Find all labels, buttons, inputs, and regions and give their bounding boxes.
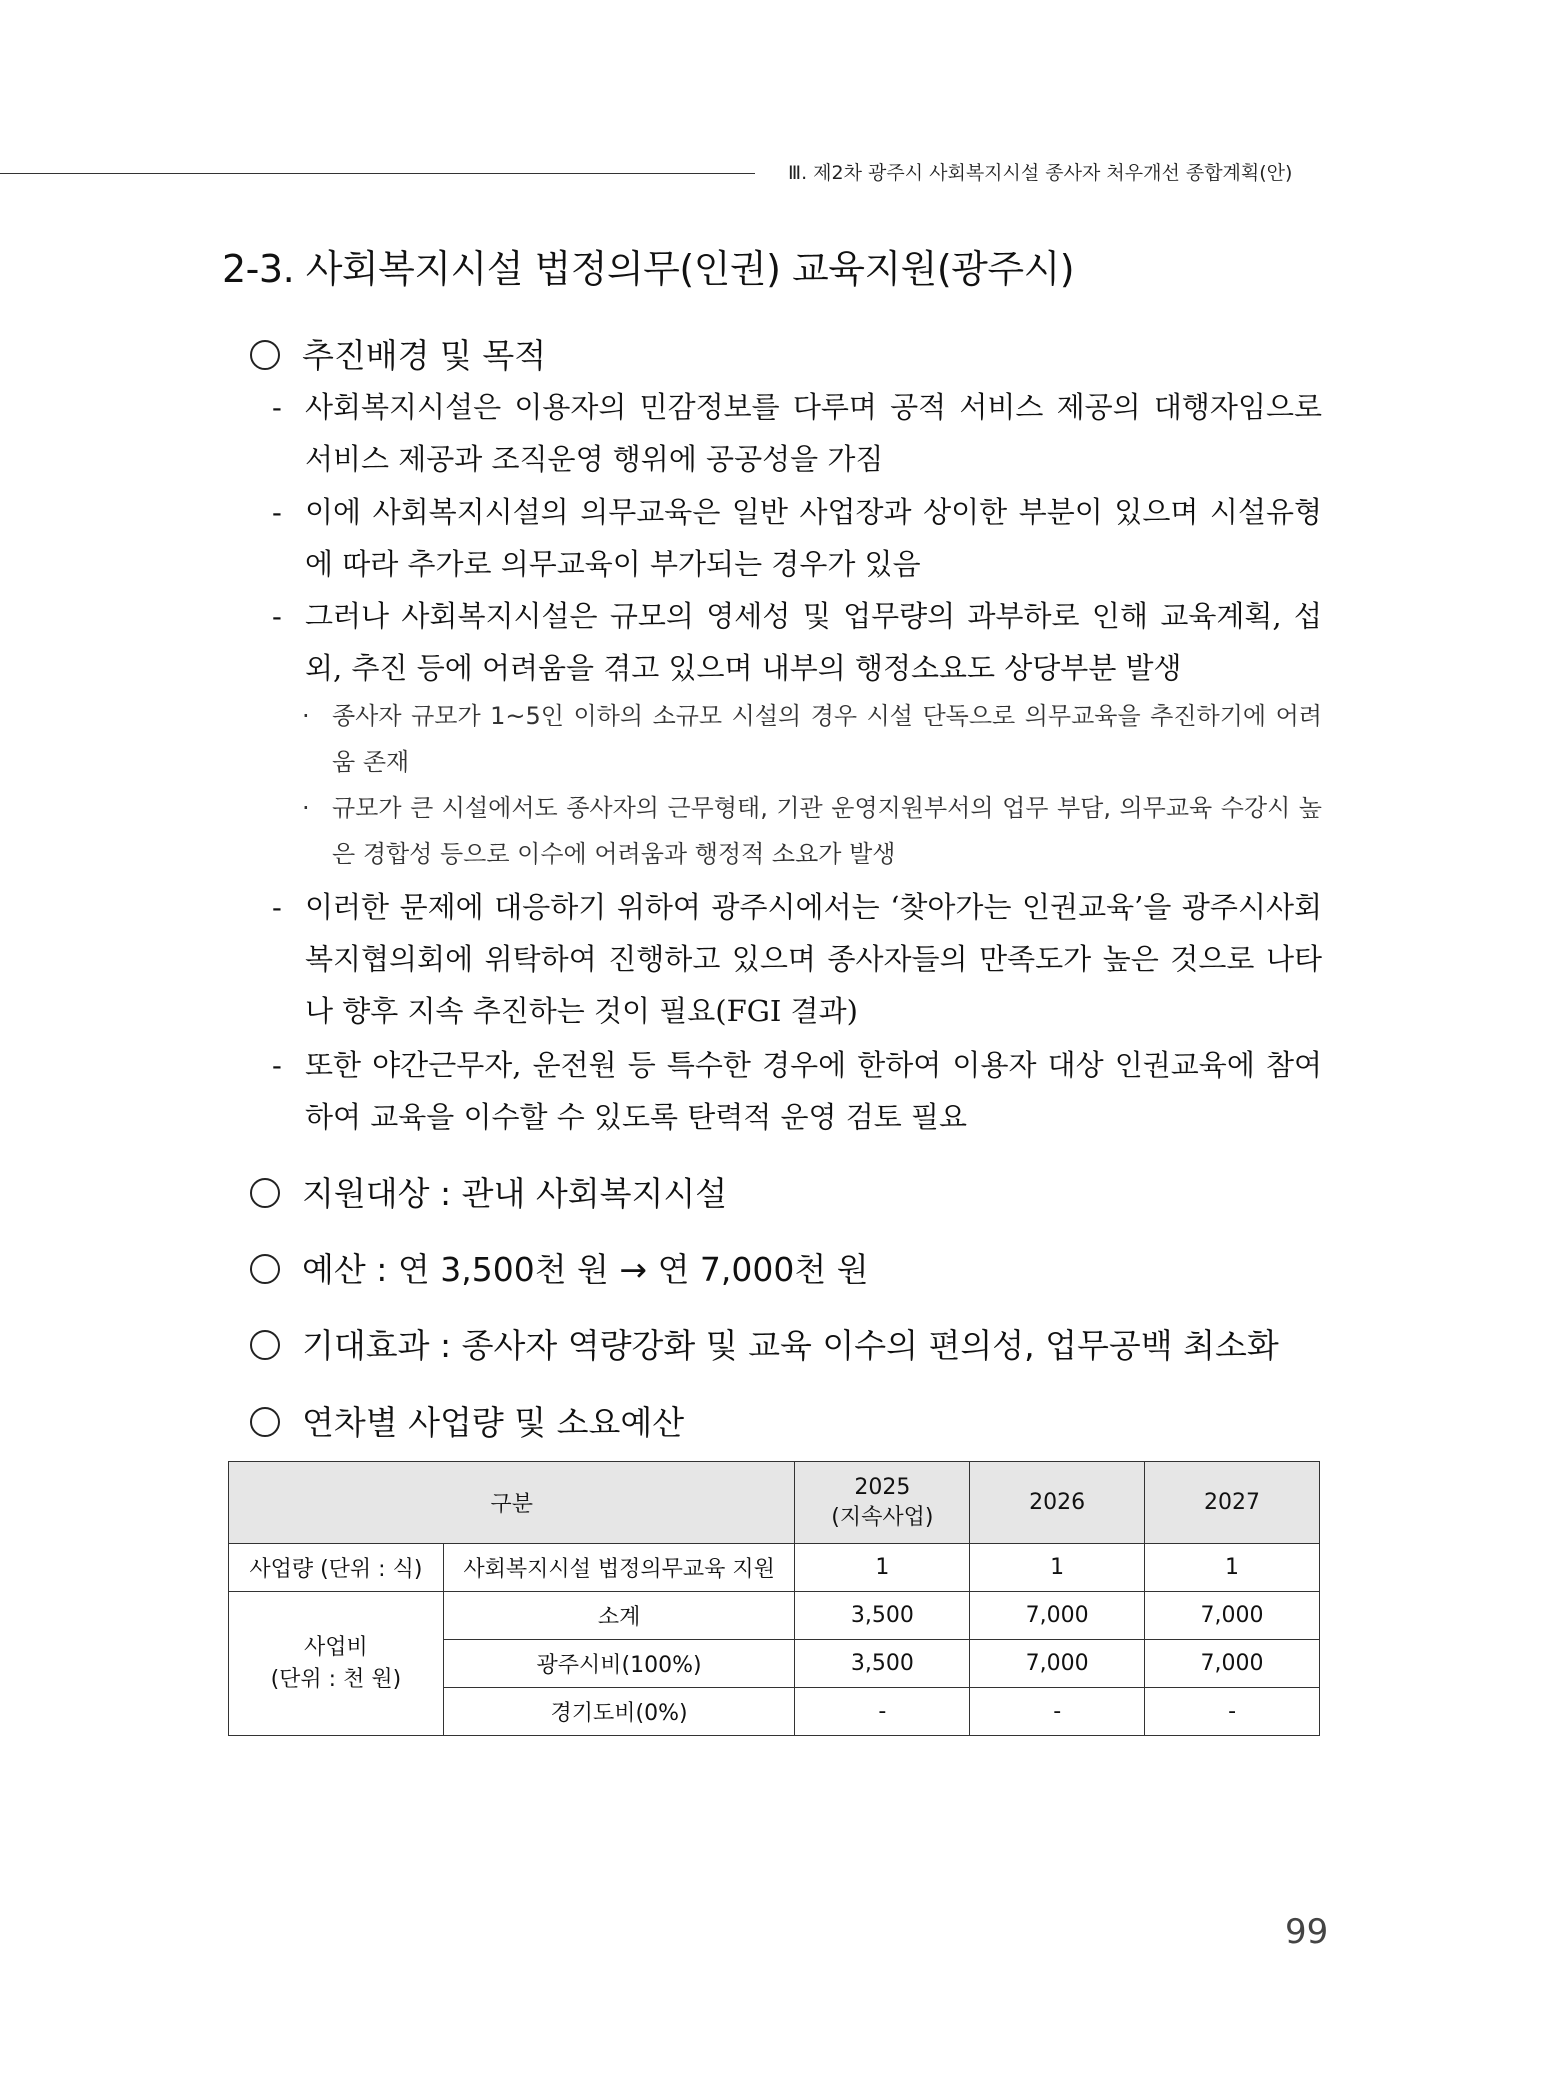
target-text: 지원대상 : 관내 사회복지시설	[302, 1174, 728, 1213]
header-2025-year: 2025	[854, 1474, 911, 1500]
page-number: 99	[1285, 1912, 1329, 1952]
annual-heading-text: 연차별 사업량 및 소요예산	[302, 1403, 685, 1442]
volume-2026: 1	[970, 1544, 1145, 1592]
volume-2025: 1	[795, 1544, 970, 1592]
cost-2026: -	[970, 1688, 1145, 1736]
cost-2025: 3,500	[795, 1640, 970, 1688]
budget-table	[228, 1461, 1320, 1736]
budget-text: 예산 : 연 3,500천 원 → 연 7,000천 원	[302, 1250, 869, 1289]
annual-heading	[250, 1397, 684, 1444]
cost-item: 소계	[443, 1592, 795, 1640]
dash-bullet: -	[272, 1048, 282, 1082]
circle-bullet-icon	[250, 1254, 280, 1284]
dash-bullet: -	[272, 495, 282, 529]
cost-2025: 3,500	[795, 1592, 970, 1640]
volume-item: 사회복지시설 법정의무교육 지원	[443, 1544, 795, 1592]
dash-bullet: -	[272, 390, 282, 424]
background-heading-text: 추진배경 및 목적	[302, 336, 547, 375]
dot-item-text: 종사자 규모가 1~5인 이하의 소규모 시설의 경우 시설 단독으로 의무교육을 추진하기에 어려움 존재	[332, 702, 1322, 776]
circle-bullet-icon	[250, 1178, 280, 1208]
header-2025	[795, 1462, 970, 1544]
dash-item-text: 이에 사회복지시설의 의무교육은 일반 사업장과 상이한 부분이 있으며 시설유형에 따라 추가로 의무교육이 부가되는 경우가 있음	[305, 495, 1322, 581]
table-row	[229, 1592, 1320, 1640]
cost-2027: 7,000	[1145, 1592, 1320, 1640]
target-item	[250, 1168, 727, 1215]
dash-item-text: 사회복지시설은 이용자의 민감정보를 다루며 공적 서비스 제공의 대행자임으로 서비스 제공과 조직운영 행위에 공공성을 가짐	[305, 390, 1322, 476]
dash-item-text: 그러나 사회복지시설은 규모의 영세성 및 업무량의 과부하로 인해 교육계획, 섭외, 추진 등에 어려움을 겪고 있으며 내부의 행정소요도 상당부분 발생	[305, 599, 1322, 685]
effect-item	[250, 1320, 1279, 1367]
header-2025-note: (지속사업)	[831, 1504, 934, 1530]
cost-2026: 7,000	[970, 1592, 1145, 1640]
header-rule	[0, 173, 755, 174]
background-heading	[250, 330, 546, 377]
cost-item: 경기도비(0%)	[443, 1688, 795, 1736]
dash-bullet: -	[272, 599, 282, 633]
dot-bullet: ·	[302, 702, 310, 730]
cost-2027: 7,000	[1145, 1640, 1320, 1688]
dot-item	[302, 785, 1322, 877]
volume-label: 사업량 (단위 : 식)	[229, 1544, 444, 1592]
cost-item: 광주시비(100%)	[443, 1640, 795, 1688]
header-2027: 2027	[1145, 1462, 1320, 1544]
dash-item	[272, 590, 1322, 694]
budget-item	[250, 1244, 869, 1291]
dash-item	[272, 381, 1322, 485]
dash-item-text: 또한 야간근무자, 운전원 등 특수한 경우에 한하여 이용자 대상 인권교육에 참여하여 교육을 이수할 수 있도록 탄력적 운영 검토 필요	[305, 1048, 1322, 1134]
cost-2026: 7,000	[970, 1640, 1145, 1688]
circle-bullet-icon	[250, 1330, 280, 1360]
volume-2027: 1	[1145, 1544, 1320, 1592]
dot-item	[302, 693, 1322, 785]
cost-2025: -	[795, 1688, 970, 1736]
cost-label-line1: 사업비	[304, 1634, 368, 1660]
effect-text: 기대효과 : 종사자 역량강화 및 교육 이수의 편의성, 업무공백 최소화	[302, 1326, 1279, 1365]
dot-bullet: ·	[302, 794, 310, 822]
dash-item	[272, 486, 1322, 590]
dash-item-text: 이러한 문제에 대응하기 위하여 광주시에서는 ‘찾아가는 인권교육’을 광주시사회복지협의회에 위탁하여 진행하고 있으며 종사자들의 만족도가 높은 것으로 나타나 향후 지속 추진하는 것이 필요(FGI 결과)	[305, 890, 1322, 1028]
cost-2027: -	[1145, 1688, 1320, 1736]
dash-item	[272, 1039, 1322, 1143]
cost-label-line2: (단위 : 천 원)	[270, 1666, 402, 1692]
dash-item	[272, 881, 1322, 1037]
table-header-row	[229, 1462, 1320, 1544]
section-title: 2-3. 사회복지시설 법정의무(인권) 교육지원(광주시)	[222, 247, 1075, 291]
dash-bullet: -	[272, 890, 282, 924]
header-2026: 2026	[970, 1462, 1145, 1544]
circle-bullet-icon	[250, 1407, 280, 1437]
table-row	[229, 1544, 1320, 1592]
running-header: Ⅲ. 제2차 광주시 사회복지시설 종사자 처우개선 종합계획(안)	[788, 162, 1293, 184]
header-category: 구분	[229, 1462, 795, 1544]
cost-label	[229, 1592, 444, 1736]
circle-bullet-icon	[250, 340, 280, 370]
dot-item-text: 규모가 큰 시설에서도 종사자의 근무형태, 기관 운영지원부서의 업무 부담, 의무교육 수강시 높은 경합성 등으로 이수에 어려움과 행정적 소요가 발생	[332, 794, 1322, 868]
